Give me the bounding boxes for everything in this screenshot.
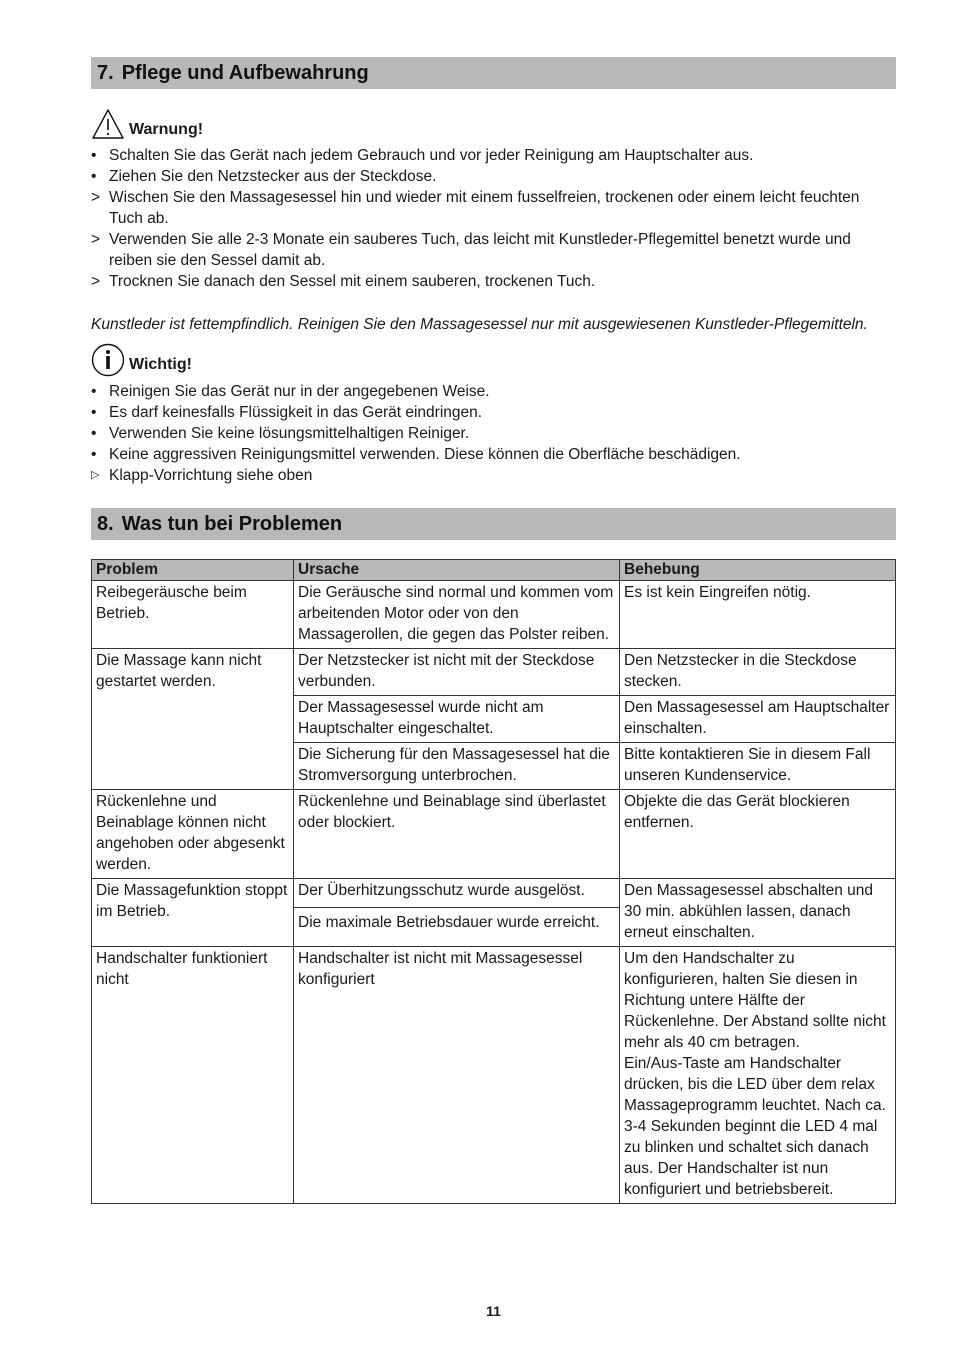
list-item: > Verwenden Sie alle 2-3 Monate ein sauberes Tuch, das leicht mit Kunstleder-Pflegemittel benetzt wurde und reiben sie den Sessel damit ab. [91,231,851,269]
table-header-row [92,560,896,581]
warning-list [91,145,896,292]
cell-behebung: Den Massagesessel abschalten und 30 min. abkühlen lassen, danach erneut einschalten. [620,879,896,947]
care-note: Kunstleder ist fettempfindlich. Reinigen Sie den Massagesessel nur mit ausgewiesenen Kunstleder-Pflegemitteln. [91,316,868,333]
cell-ursache: Die Geräusche sind normal und kommen vom arbeitenden Motor oder von den Massagerollen, die gegen das Polster reiben. [294,581,620,649]
cell-behebung: Objekte die das Gerät blockieren entfernen. [620,790,896,879]
list-item: • Reinigen Sie das Gerät nur in der angegebenen Weise. [91,383,490,400]
cell-behebung [620,947,896,1204]
cell-ursache: Der Überhitzungsschutz wurde ausgelöst. [294,879,620,908]
section-8-heading [91,508,896,540]
important-label: Wichtig! [129,356,192,373]
warning-notice [91,108,203,140]
cell-problem: Rückenlehne und Beinablage können nicht angehoben oder abgesenkt werden. [92,790,294,879]
cell-ursache: Handschalter ist nicht mit Massagesessel konfiguriert [294,947,620,1204]
section-8-title: Was tun bei Problemen [121,513,343,535]
list-item: • Keine aggressiven Reinigungsmittel verwenden. Diese können die Oberfläche beschädigen. [91,446,741,463]
list-item: • Ziehen Sie den Netzstecker aus der Steckdose. [91,168,437,185]
list-item: > Wischen Sie den Massagesessel hin und wieder mit einem fusselfreien, trockenen oder einem leicht feuchten Tuch ab. [91,189,860,227]
cell-ursache: Der Netzstecker ist nicht mit der Steckdose verbunden. [294,649,620,696]
cell-problem: Die Massage kann nicht gestartet werden. [92,649,294,790]
header-behebung: Behebung [620,560,896,581]
list-item: • Verwenden Sie keine lösungsmittelhaltigen Reiniger. [91,425,470,442]
table-row [92,581,896,649]
list-item: > Trocknen Sie danach den Sessel mit einem sauberen, trockenen Tuch. [91,273,596,290]
table-row [92,947,896,1204]
section-7-title: Pflege und Aufbewahrung [121,62,369,84]
header-ursache: Ursache [294,560,620,581]
behebung-paragraph: Ein/Aus-Taste am Handschalter drücken, bis die LED über dem relax Massageprogramm leuchtet. Nach ca. 3-4 Sekunden beginnt die LED 4 mal zu blinken und schaltet sich danach aus. Der Handschalter ist nun konfiguriert und betriebsbereit. [624,1055,886,1198]
important-list [91,381,896,486]
section-8-number: 8. [97,513,114,535]
cell-ursache: Die maximale Betriebsdauer wurde erreicht. [294,907,620,946]
list-item: • Schalten Sie das Gerät nach jedem Gebrauch und vor jeder Reinigung am Hauptschalter aus. [91,147,754,164]
cell-problem: Reibegeräusche beim Betrieb. [92,581,294,649]
cell-ursache: Die Sicherung für den Massagesessel hat die Stromversorgung unterbrochen. [294,743,620,790]
list-item: ▷ Klapp-Vorrichtung siehe oben [91,467,313,484]
cell-behebung: Den Massagesessel am Hauptschalter einschalten. [620,696,896,743]
table-row [92,649,896,696]
table-row [92,790,896,879]
cell-behebung: Bitte kontaktieren Sie in diesem Fall unseren Kundenservice. [620,743,896,790]
important-notice [91,343,192,377]
section-7-number: 7. [97,62,114,84]
page-number: 11 [486,1303,501,1319]
cell-behebung: Den Netzstecker in die Steckdose stecken. [620,649,896,696]
warning-label: Warnung! [129,121,204,138]
behebung-paragraph: Um den Handschalter zu konfigurieren, halten Sie diesen in Richtung untere Hälfte der Rückenlehne. Der Abstand sollte nicht mehr als 40 cm betragen. [624,950,886,1051]
cell-ursache: Der Massagesessel wurde nicht am Hauptschalter eingeschaltet. [294,696,620,743]
warning-triangle-icon [91,108,125,140]
list-item: • Es darf keinesfalls Flüssigkeit in das Gerät eindringen. [91,404,483,421]
info-circle-icon [91,343,125,377]
header-problem: Problem [92,560,294,581]
table-row [92,879,896,908]
cell-problem: Handschalter funktioniert nicht [92,947,294,1204]
cell-behebung: Es ist kein Eingreifen nötig. [620,581,896,649]
cell-ursache: Rückenlehne und Beinablage sind überlastet oder blockiert. [294,790,620,879]
troubleshooting-table [91,559,896,1204]
cell-problem: Die Massagefunktion stoppt im Betrieb. [92,879,294,947]
section-7-heading [91,57,896,89]
